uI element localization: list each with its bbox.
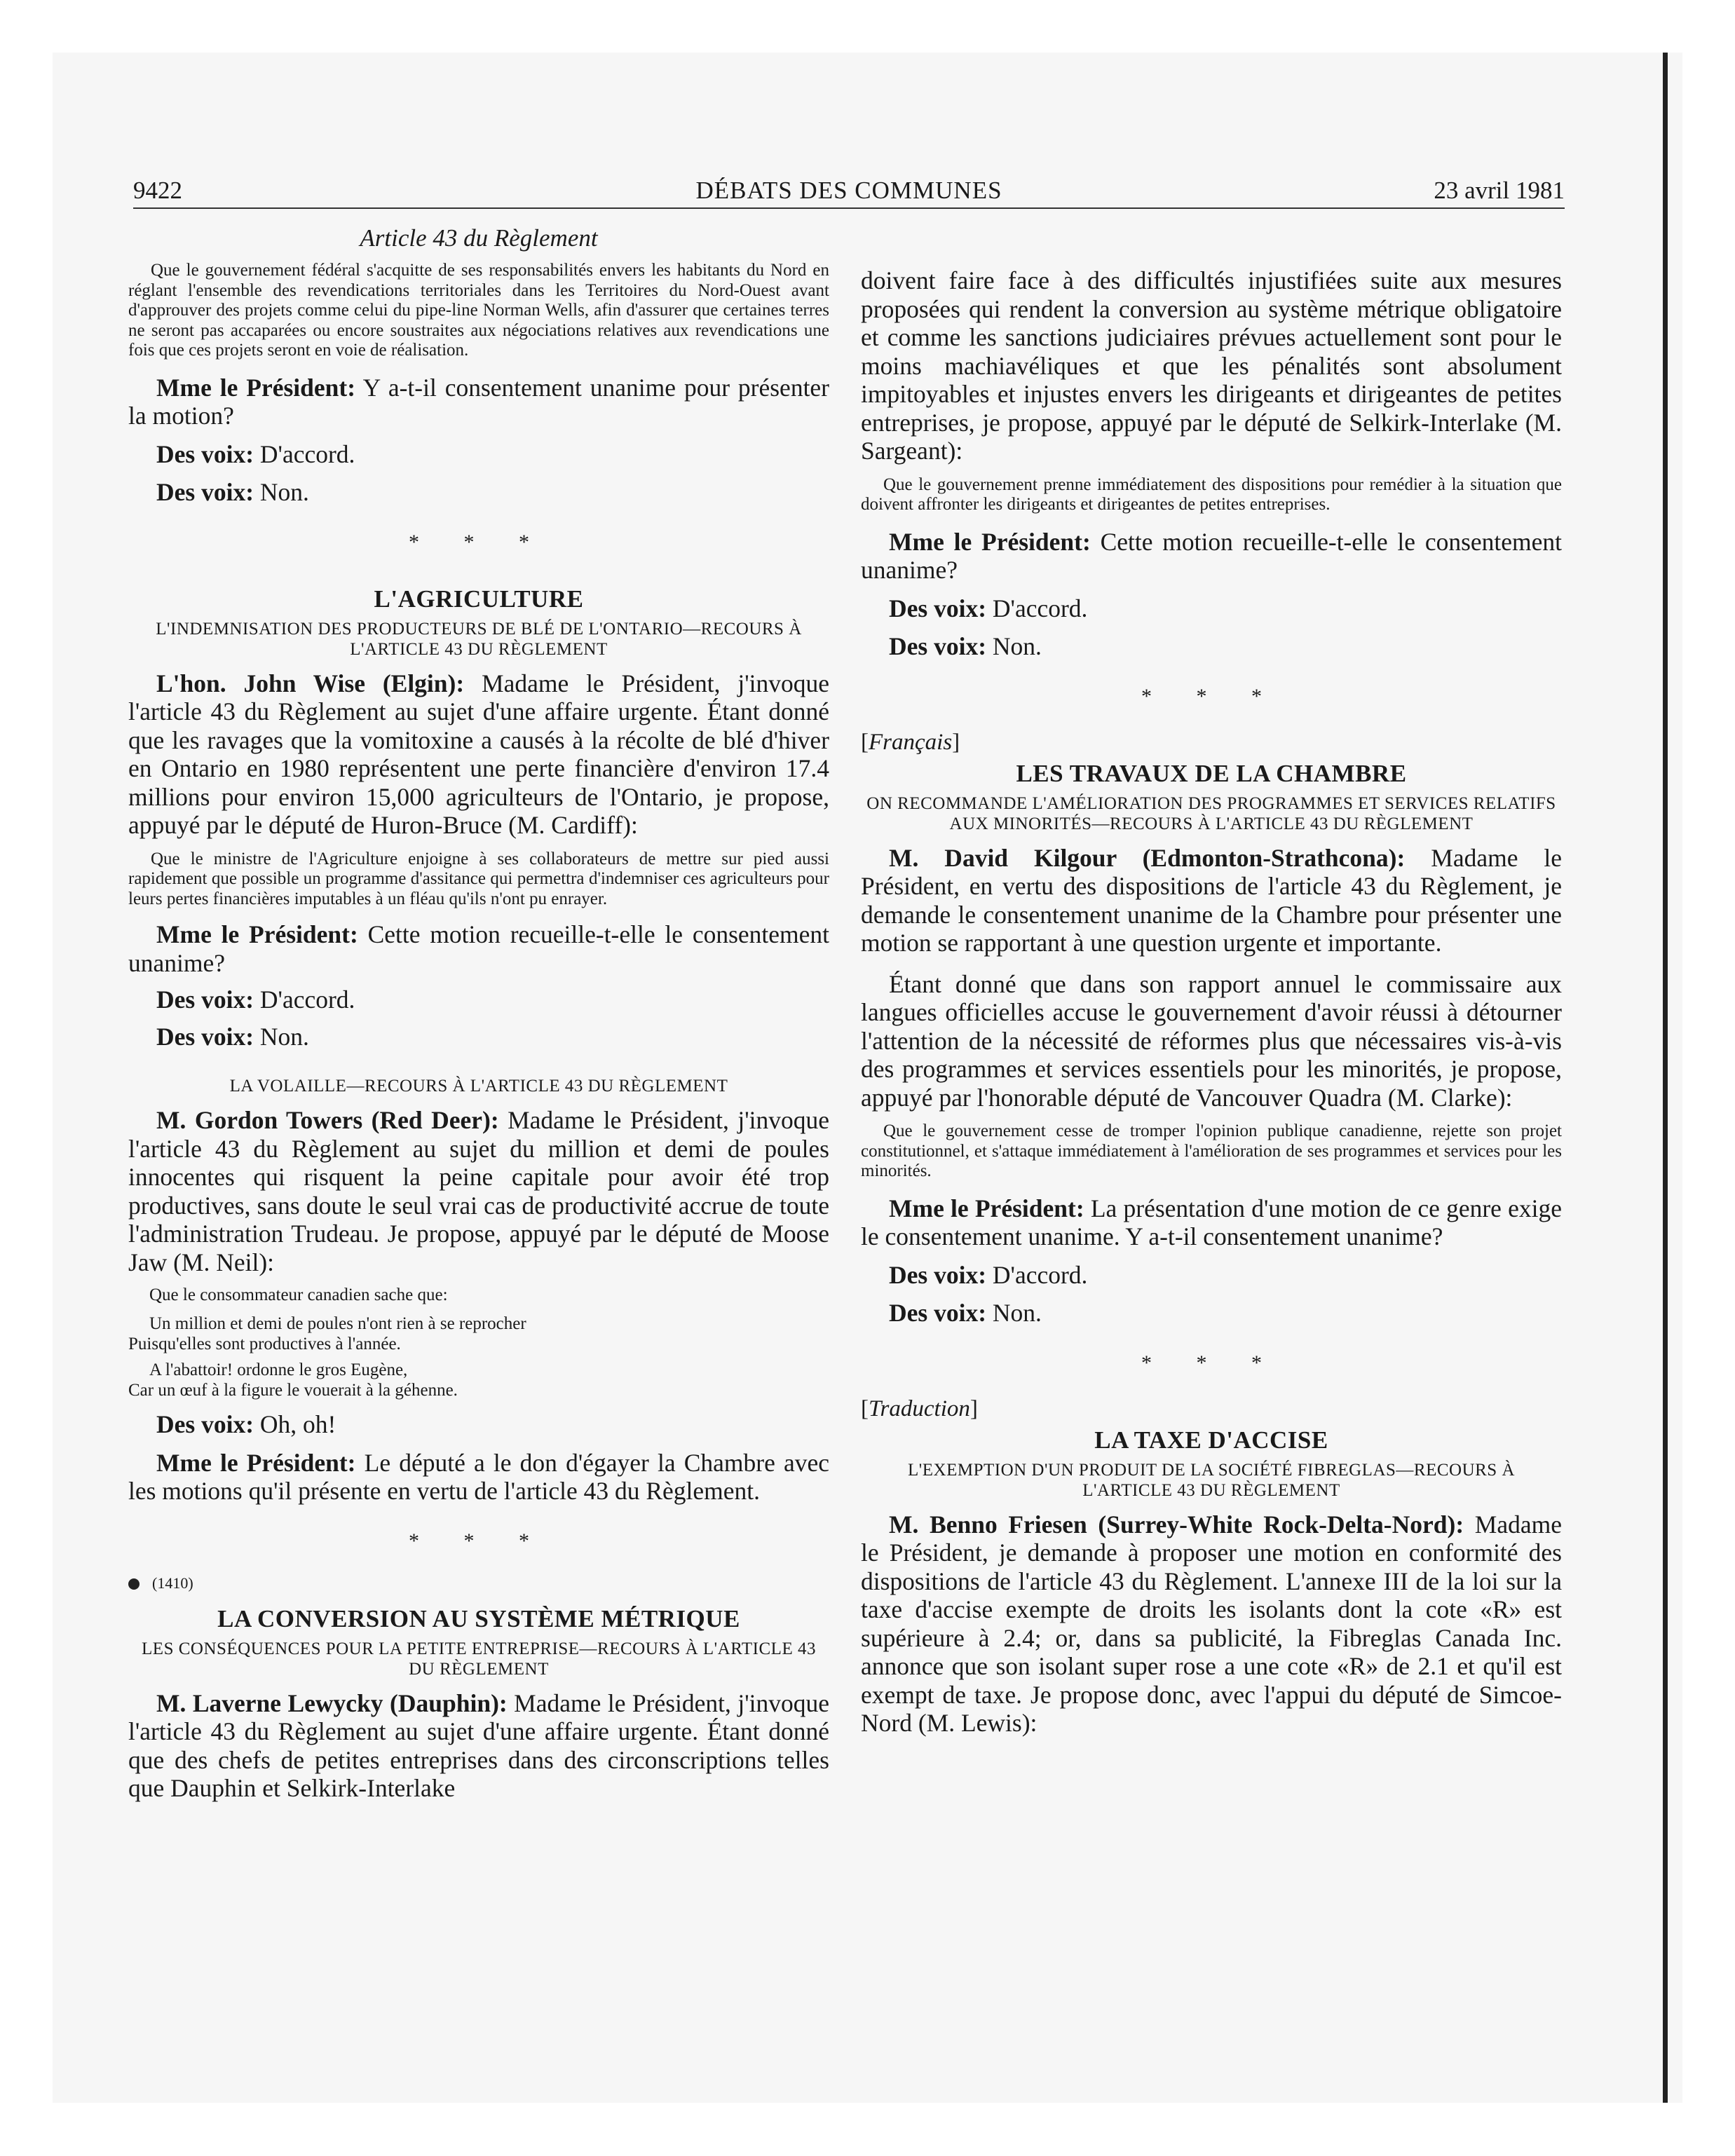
page-date: 23 avril 1981 [1434,177,1565,204]
section-title: LES TRAVAUX DE LA CHAMBRE [1016,759,1407,787]
scan-edge-bar [1663,53,1668,2103]
left-column [128,224,829,1803]
voices-reply: Des voix: Non. [889,632,1042,660]
speaker-name: M. Laverne Lewycky (Dauphin): [156,1688,508,1717]
speaker-name: Des voix: [156,985,254,1014]
speech-paragraph: Mme le Président: Y a-t-il consentement unanime pour présenter la motion? [128,373,830,430]
poem-line: Puisqu'elles sont productives à l'année. [128,1335,401,1353]
speech-paragraph: Mme le Président: Cette motion recueille-t-elle le consentement unanime? [128,920,830,977]
speaker-name: Des voix: [889,594,987,622]
motion-quote: Que le gouvernement cesse de tromper l'opinion publique canadienne, rejette son projet constitutionnel, et s'attaque immédiatement à l'amélioration de ses programmes et services pour les minorités. [861,1121,1562,1180]
speaker-name: Mme le Président: [889,527,1091,556]
article-heading: Article 43 du Règlement [360,224,598,252]
poem-block [128,1285,829,1400]
header-rule [133,207,1565,209]
speech-paragraph: Étant donné que dans son rapport annuel le commissaire aux langues officielles accuse le gouvernement d'avoir réussi à détourner l'attention de la nécessité de réformes plus que nécessaires vis-à-vis des programmes et services essentiels pour les minorités, je propose, appuyé par l'honorable député de Vancouver Quadra (M. Clarke): [861,969,1562,1112]
speaker-name: Des voix: [156,478,254,506]
page-header [133,177,1565,209]
poem-line: Car un œuf à la figure le vouerait à la géhenne. [128,1381,458,1400]
speaker-name: Des voix: [889,1260,987,1289]
speech-paragraph: Mme le Président: Le député a le don d'égayer la Chambre avec les motions qu'il présente en vertu de l'article 43 du Règlement. [128,1448,830,1505]
speaker-name: M. David Kilgour (Edmonton-Strathcona): [889,843,1406,872]
speech-continuation: doivent faire face à des difficultés injustifiées suite aux mesures proposées qui rendent la conversion au système métrique obligatoire et comme les sanctions judiciaires prévues actuellement sont pour le moins machiavéliques et que les pénalités sont absolument impitoyables et injustes envers les dirigeants et dirigeantes de petites entreprises, je propose, appuyé par le député de Selkirk-Interlake (M. Sargeant): [861,266,1562,465]
voices-reply: Des voix: Non. [156,478,309,506]
speaker-name: Des voix: [889,632,987,660]
page-number: 9422 [133,177,182,204]
motion-quote: Que le ministre de l'Agriculture enjoigne à ses collaborateurs de mettre sur pied aussi rapidement que possible un programme d'assitance qui permettra d'indemniser ces agriculteurs pour leurs pertes financières imputables à un fléau qu'ils n'ont pu enrayer. [128,849,829,908]
speaker-name: Des voix: [156,1022,254,1051]
speech-paragraph: L'hon. John Wise (Elgin): Madame le Président, j'invoque l'article 43 du Règlement au sujet d'une affaire urgente. Étant donné que les ravages que la vomitoxine a causés à la récolte de blé d'hiver en Ontario en 1980 représentent une perte financière d'environ 17.4 millions pour environ 15,000 agriculteurs de l'Ontario, je propose, appuyé par le député de Huron-Bruce (M. Cardiff): [128,669,829,839]
voices-reply: Des voix: Non. [889,1299,1042,1327]
speaker-name: Mme le Président: [156,920,358,948]
section-subtitle: L'EXEMPTION D'UN PRODUIT DE LA SOCIÉTÉ FIBREGLAS—RECOURS À L'ARTICLE 43 DU RÈGLEMENT [907,1460,1516,1500]
voices-reply: Des voix: D'accord. [889,1260,1088,1289]
section-subtitle: ON RECOMMANDE L'AMÉLIORATION DES PROGRAMMES ET SERVICES RELATIFS AUX MINORITÉS—RECOURS À L'ARTICLE 43 DU RÈGLEMENT [866,793,1556,833]
speech-paragraph: M. Laverne Lewycky (Dauphin): Madame le Président, j'invoque l'article 43 du Règlement au sujet d'une affaire urgente. Étant donné que des chefs de petites entreprises dans des circonscriptions telles que Dauphin et Selkirk-Interlake [128,1688,829,1802]
poem-line: Un million et demi de poules n'ont rien à se reprocher [149,1314,526,1333]
speech-paragraph: Mme le Président: La présentation d'une motion de ce genre exige le consentement unanime. Y a-t-il consentement unanime? [861,1194,1562,1250]
section-subtitle: LA VOLAILLE—RECOURS À L'ARTICLE 43 DU RÈGLEMENT [229,1077,728,1096]
voices-reply: Des voix: D'accord. [156,439,355,468]
section-separator: * * * [1141,1351,1281,1374]
motion-quote: Que le gouvernement prenne immédiatement des dispositions pour remédier à la situation que doivent affronter les dirigeants et dirigeantes de petites entreprises. [861,475,1562,514]
speaker-name: Mme le Président: [156,1448,356,1477]
speaker-name: Des voix: [156,439,254,468]
speaker-name: L'hon. John Wise (Elgin): [156,669,465,697]
section-subtitle: LES CONSÉQUENCES POUR LA PETITE ENTREPRISE—RECOURS À L'ARTICLE 43 DU RÈGLEMENT [142,1639,816,1679]
voices-reply: Des voix: Oh, oh! [156,1410,336,1438]
right-column [861,266,1562,1738]
speech-paragraph: Mme le Président: Cette motion recueille-t-elle le consentement unanime? [861,527,1563,584]
section-title: LA CONVERSION AU SYSTÈME MÉTRIQUE [217,1604,740,1632]
speech-paragraph: M. Gordon Towers (Red Deer): Madame le Président, j'invoque l'article 43 du Règlement au sujet du million et demi de poules innocentes qui risquent la peine capitale pour avoir été trop productives, sans doute le seul vrai cas de productivité accrue de toute l'administration Trudeau. Je propose, appuyé par le député de Moose Jaw (M. Neil): [128,1106,829,1276]
section-title: L'AGRICULTURE [374,585,584,613]
section-separator: * * * [409,1529,549,1553]
speech-paragraph: M. David Kilgour (Edmonton-Strathcona): Madame le Président, en vertu des dispositions de l'article 43 du Règlement, je demande le consentement unanime de la Chambre pour présenter une motion se rapportant à une question urgente et importante. [861,843,1562,957]
speech-paragraph: M. Benno Friesen (Surrey-White Rock-Delta-Nord): Madame le Président, je demande à proposer une motion en conformité des dispositions de l'article 43 du Règlement. L'annexe III de la loi sur la taxe d'accise exempte de droits les isolants dont la cote «R» est supérieure à 2.4; or, dans sa publicité, la Fibreglas Canada Inc. annonce que son isolant super rose a une cote «R» de 2.1 et qu'il est exempt de taxe. Je propose donc, avec l'appui du député de Simcoe-Nord (M. Lewis): [861,1510,1562,1737]
language-note: [Traduction] [861,1396,978,1421]
speaker-name: Mme le Président: [889,1194,1084,1222]
speaker-name: Des voix: [889,1299,987,1327]
section-separator: * * * [1141,684,1281,708]
section-separator: * * * [409,530,549,554]
voices-reply: Des voix: D'accord. [889,594,1088,622]
time-marker: (1410) [128,1574,829,1592]
speaker-name: Mme le Président: [156,373,356,402]
poem-line: A l'abattoir! ordonne le gros Eugène, [149,1360,408,1379]
speaker-name: M. Gordon Towers (Red Deer): [156,1106,499,1134]
voices-reply: Des voix: D'accord. [156,985,355,1014]
bullet-dot-icon [128,1578,140,1590]
language-note: [Français] [861,729,960,755]
poem-intro: Que le consommateur canadien sache que: [149,1285,448,1304]
speaker-name: M. Benno Friesen (Surrey-White Rock-Delta-Nord): [889,1510,1464,1538]
speaker-name: Des voix: [156,1410,254,1438]
motion-quote: Que le gouvernement fédéral s'acquitte de ses responsabilités envers les habitants du Nord en réglant l'ensemble des revendications territoriales dans les Territoires du Nord-Ouest avant d'approuver des projets comme celui du pipe-line Norman Wells, afin d'assurer que certaines terres ne seront pas accaparées ou encore soustraites aux négociations relatives aux revendications une fois que ces projets seront en voie de réalisation. [128,261,829,360]
section-subtitle: L'INDEMNISATION DES PRODUCTEURS DE BLÉ DE L'ONTARIO—RECOURS À L'ARTICLE 43 DU RÈGLEMENT [156,619,802,659]
publication-title: DÉBATS DES COMMUNES [695,177,1002,204]
section-title: LA TAXE D'ACCISE [1094,1426,1328,1454]
voices-reply: Des voix: Non. [156,1022,309,1051]
